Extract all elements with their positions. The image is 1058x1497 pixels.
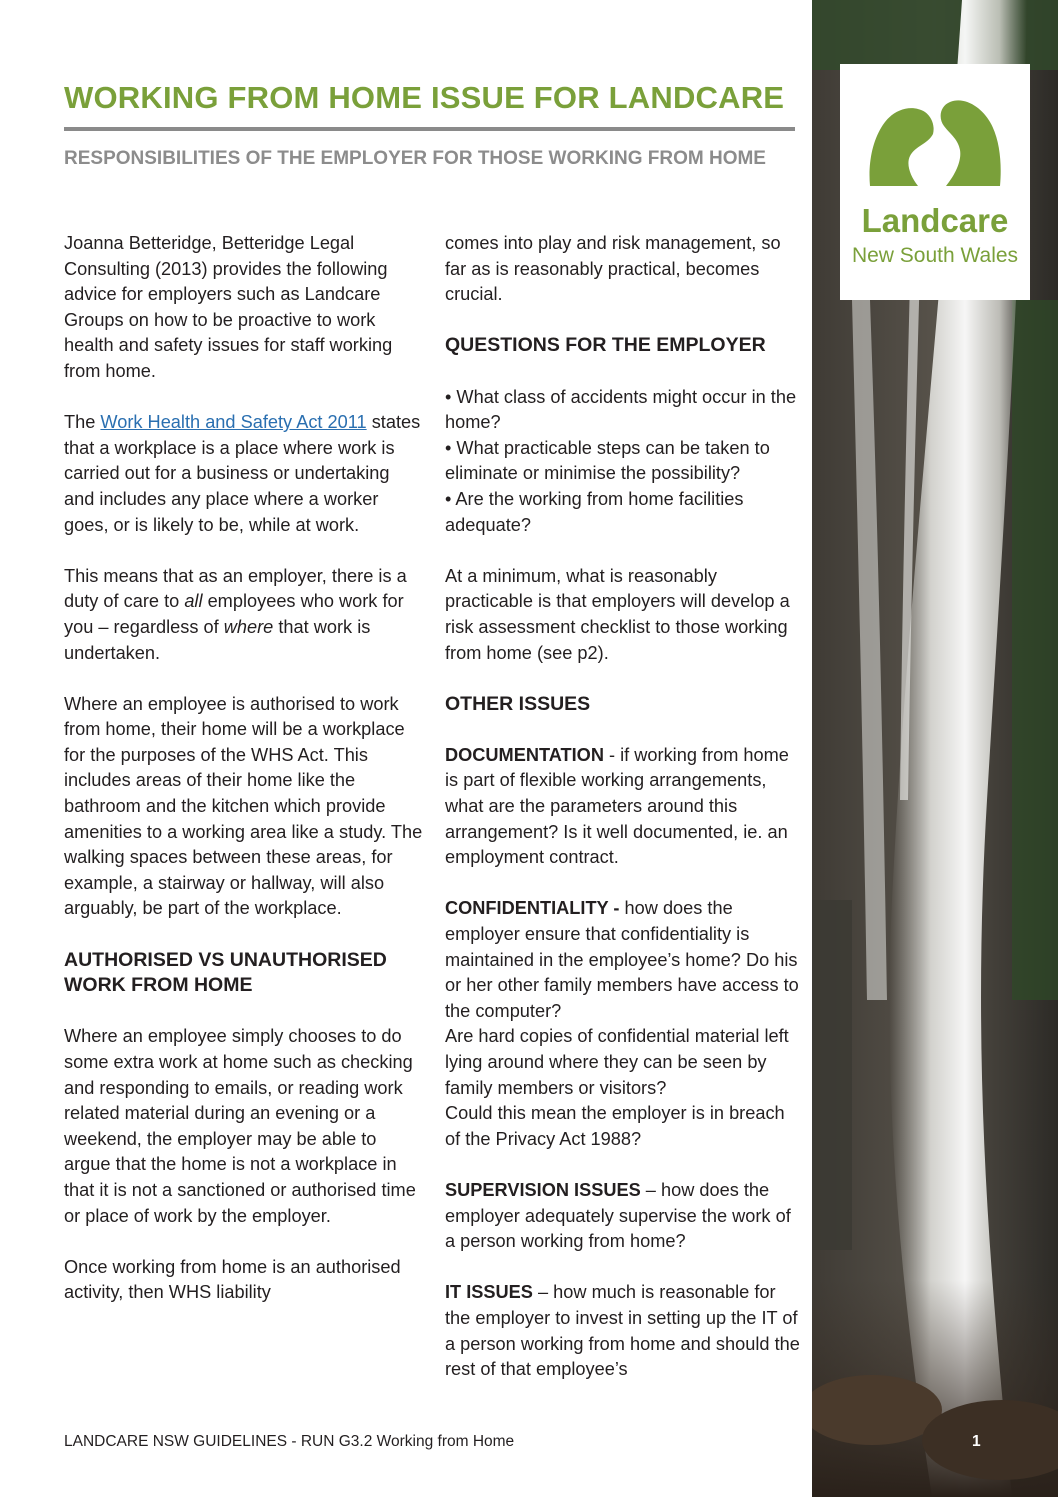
other-issues-heading: OTHER ISSUES xyxy=(445,692,591,715)
minimum-paragraph: At a minimum, what is reasonably practicable is that employers will develop a risk assessment checklist to those working from home (see p2). xyxy=(445,565,790,663)
intro-paragraph: Joanna Betteridge, Betteridge Legal Consulting (2013) provides the following advice for employers such as Landcare Groups on how to be proactive to work health and safety issues for staff working from home. xyxy=(64,233,393,381)
supervision-label: SUPERVISION ISSUES xyxy=(445,1179,641,1200)
left-column xyxy=(64,231,424,1306)
questions-list xyxy=(445,385,803,539)
home-workplace-paragraph: Where an employee is authorised to work from home, their home will be a workplace for the purposes of the WHS Act. This includes areas of their home like the bathroom and the kitchen which provide amenities to a working area like a study. The walking spaces between these areas, for example, a stairway or hallway, will also arguably, be part of the workplace. xyxy=(64,693,423,919)
landcare-logo xyxy=(840,64,1030,300)
unauthorised-work-paragraph: Where an employee simply chooses to do some extra work at home such as checking and responding to emails, or reading work related material during an evening or a weekend, the employer may be able to argue that the home is not a workplace in that it is not a sanctioned or authorised time or place of work by the employer. xyxy=(64,1026,416,1226)
logo-name: Landcare xyxy=(861,202,1009,239)
authorised-activity-paragraph: Once working from home is an authorised activity, then WHS liability xyxy=(64,1256,401,1303)
footer-text: LANDCARE NSW GUIDELINES - RUN G3.2 Working from Home xyxy=(64,1433,515,1450)
authorised-heading: AUTHORISED VS UNAUTHORISED WORK FROM HOME xyxy=(64,948,387,997)
landcare-hands-icon xyxy=(840,84,1030,214)
question-item: • What class of accidents might occur in the home? xyxy=(445,386,797,433)
confidentiality-label: CONFIDENTIALITY - xyxy=(445,898,620,919)
right-column xyxy=(445,231,803,1383)
supervision-paragraph: SUPERVISION ISSUES – how does the employer adequately supervise the work of a person working from home? xyxy=(445,1179,791,1252)
duty-of-care-paragraph: This means that as an employer, there is a duty of care to all employees who work for you – regardless of where that work is undertaken. xyxy=(64,565,407,663)
whs-act-link[interactable]: Work Health and Safety Act 2011 xyxy=(100,412,367,433)
it-issues-paragraph: IT ISSUES – how much is reasonable for the employer to invest in setting up the IT of a person working from home and should the rest of that employee’s xyxy=(445,1282,800,1380)
question-item: • Are the working from home facilities adequate? xyxy=(445,488,744,535)
title-divider xyxy=(64,127,795,131)
page-subtitle: RESPONSIBILITIES OF THE EMPLOYER FOR THOSE WORKING FROM HOME xyxy=(64,148,766,169)
questions-heading: QUESTIONS FOR THE EMPLOYER xyxy=(445,334,766,357)
documentation-paragraph: DOCUMENTATION - if working from home is part of flexible working arrangements, what are the parameters around this arrangement? Is it well documented, ie. an employment contract. xyxy=(445,744,789,868)
whs-act-paragraph: The Work Health and Safety Act 2011 states that a workplace is a place where work is carried out for a business or undertaking and includes any place where a worker goes, or is likely to be, while at work. xyxy=(64,412,421,535)
documentation-label: DOCUMENTATION xyxy=(445,744,604,765)
page-title: WORKING FROM HOME ISSUE FOR LANDCARE xyxy=(64,80,785,115)
question-item: • What practicable steps can be taken to eliminate or minimise the possibility? xyxy=(445,437,770,484)
it-issues-label: IT ISSUES xyxy=(445,1282,533,1303)
logo-subtitle: New South Wales xyxy=(851,244,1019,267)
risk-management-paragraph: comes into play and risk management, so far as is reasonably practical, becomes crucial. xyxy=(445,233,781,305)
page-number: 1 xyxy=(972,1433,981,1450)
confidentiality-paragraph: CONFIDENTIALITY - how does the employer ensure that confidentiality is maintained in the employee’s home? Do his or her other family members have access to the computer? Are hard copies of confidential material left lying around where they can be seen by family members or visitors? Could this mean the employer is in breach of the Privacy Act 1988? xyxy=(445,898,799,1149)
